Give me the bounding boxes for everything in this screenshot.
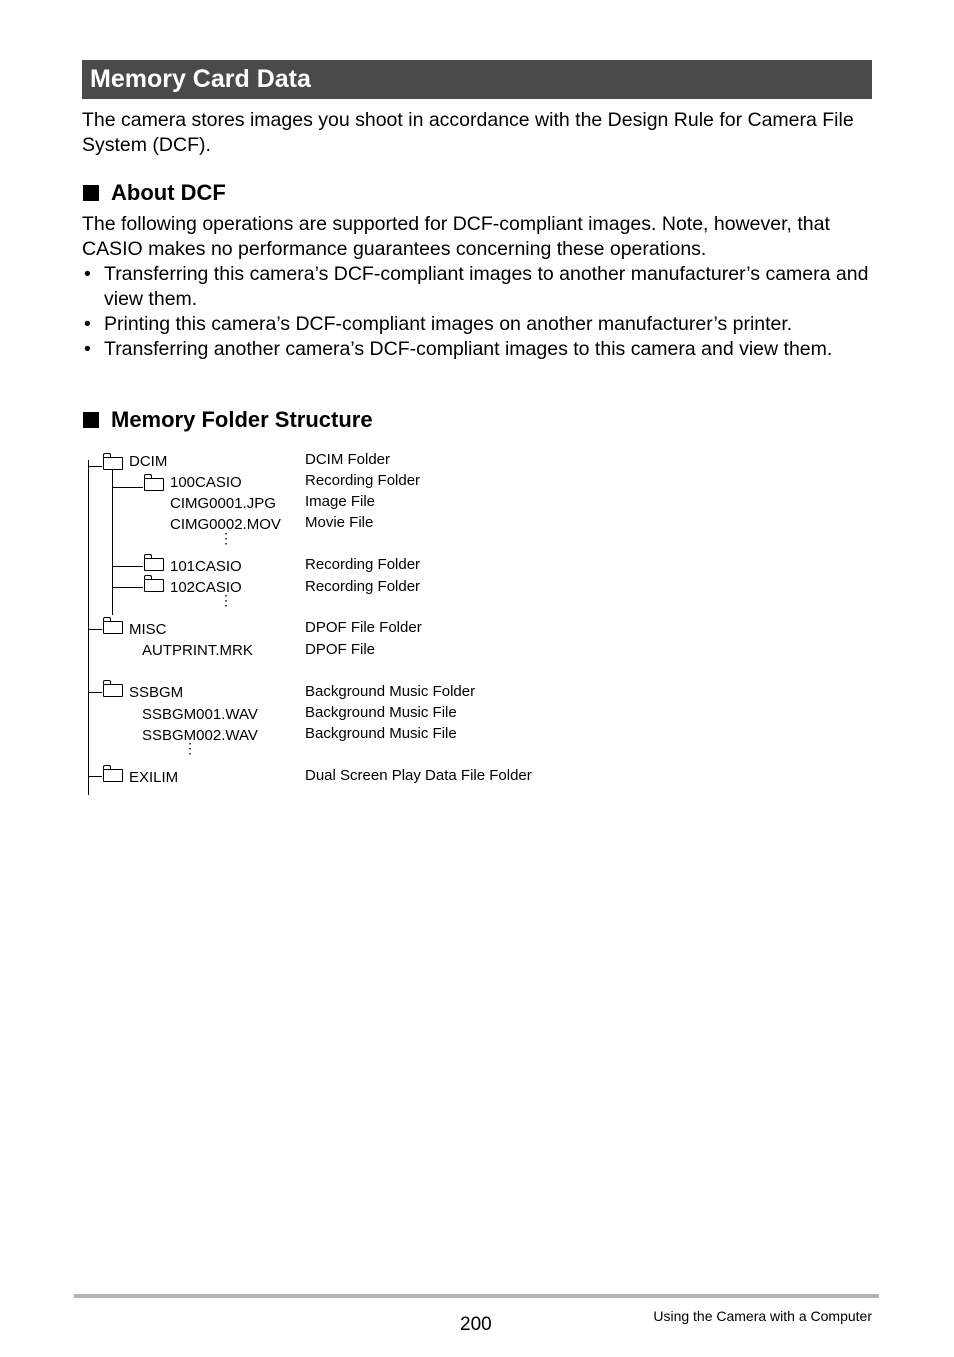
page-number: 200: [460, 1314, 492, 1335]
folder-icon: [103, 621, 123, 634]
ellipsis-icon: ⋮: [219, 592, 233, 608]
tree-desc-misc: DPOF File Folder: [305, 619, 422, 636]
tree-entry-100casio: 100CASIO: [170, 474, 242, 491]
footer-section-title: Using the Camera with a Computer: [653, 1308, 872, 1324]
page-title: Memory Card Data: [90, 65, 311, 93]
tree-entry-102casio: 102CASIO: [170, 579, 242, 596]
tree-desc-exilim: Dual Screen Play Data File Folder: [305, 767, 532, 784]
tree-entry-autprint: AUTPRINT.MRK: [142, 642, 253, 659]
list-item: • Transferring another camera’s DCF-compliant images to this camera and view them.: [84, 338, 833, 360]
list-item: • Printing this camera’s DCF-compliant images on another manufacturer’s printer.: [84, 313, 793, 335]
tree-connector: [88, 629, 102, 630]
tree-connector: [88, 692, 102, 693]
tree-connector: [112, 566, 143, 567]
tree-desc-ssbgm: Background Music Folder: [305, 683, 476, 700]
ellipsis-icon: ⋮: [183, 740, 197, 756]
folder-icon: [103, 769, 123, 782]
tree-connector: [112, 487, 143, 488]
bullet-icon: •: [84, 338, 91, 360]
about-dcf-heading-text: About DCF: [111, 180, 226, 205]
tree-entry-exilim: EXILIM: [129, 769, 179, 786]
tree-connector: [88, 776, 102, 777]
ellipsis-icon: ⋮: [219, 530, 233, 546]
tree-desc-ssbgm002: Background Music File: [305, 725, 457, 742]
tree-entry-ssbgm: SSBGM: [129, 684, 184, 701]
footer-divider: [74, 1294, 879, 1298]
tree-entry-cimg0001: CIMG0001.JPG: [170, 495, 276, 512]
intro-paragraph: The camera stores images you shoot in accordance with the Design Rule for Camera File System (DCF).: [82, 109, 854, 156]
about-dcf-paragraph: The following operations are supported for DCF-compliant images. Note, however, that CASIO makes no performance guarantees concerning these operations.: [82, 213, 830, 260]
tree-connector: [88, 466, 102, 467]
tree-desc-ssbgm001: Background Music File: [305, 704, 457, 721]
bullet-icon: •: [84, 313, 91, 335]
tree-desc-102casio: Recording Folder: [305, 578, 421, 595]
tree-entry-cimg0002: CIMG0002.MOV: [170, 516, 281, 533]
tree-entry-ssbgm001: SSBGM001.WAV: [142, 706, 258, 723]
tree-entry-101casio: 101CASIO: [170, 558, 242, 575]
tree-entry-ssbgm002: SSBGM002.WAV: [142, 727, 258, 744]
tree-desc-cimg0002: Movie File: [305, 514, 374, 531]
memory-folder-structure-heading-text: Memory Folder Structure: [111, 407, 373, 432]
list-item: • Transferring this camera’s DCF-compliant images to another manufacturer’s camera and view them.: [84, 263, 869, 310]
folder-icon: [144, 579, 164, 592]
folder-icon: [144, 478, 164, 491]
tree-desc-cimg0001: Image File: [305, 493, 376, 510]
tree-desc-dcim: DCIM Folder: [305, 451, 391, 468]
tree-entry-misc: MISC: [129, 621, 167, 638]
folder-icon: [103, 684, 123, 697]
bullet-icon: •: [84, 263, 91, 285]
tree-trunk-line: [88, 460, 89, 795]
folder-icon: [144, 558, 164, 571]
tree-entry-dcim: DCIM: [129, 453, 168, 470]
tree-branch-line: [112, 470, 113, 615]
tree-connector: [112, 587, 143, 588]
folder-icon: [103, 457, 123, 470]
tree-desc-autprint: DPOF File: [305, 641, 376, 658]
tree-desc-101casio: Recording Folder: [305, 556, 421, 573]
tree-desc-100casio: Recording Folder: [305, 472, 421, 489]
